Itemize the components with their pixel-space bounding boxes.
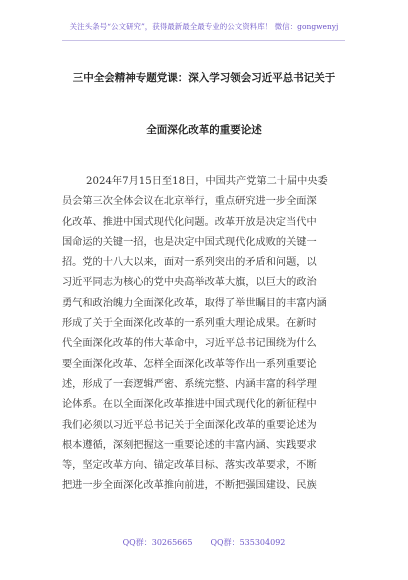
body-line: 代全面深化改革的伟大革命中，习近平总书记围绕为什么 (62, 338, 317, 350)
body-line: 我们必须以习近平总书记关于全面深化改革的重要论述为 (62, 419, 317, 431)
body-line: 等，坚定改革方向、锚定改革目标、落实改革要求，不断 (62, 460, 317, 472)
document-body (62, 172, 346, 497)
header-note: 关注头条号“公文研究”，获得最新最全最专业的公文资料库！ 微信：gongwenyj (69, 22, 339, 31)
body-line: 习近平同志为核心的党中央高举改革大旗，以巨大的政治 (62, 277, 317, 289)
footer-qq-group-2: QQ群：535304092 (210, 538, 286, 547)
header-divider (62, 40, 345, 41)
body-line: 要全面深化改革、怎样全面深化改革等作出一系列重要论 (62, 358, 317, 370)
body-line: 员会第三次全体会议在北京举行，重点研究进一步全面深 (62, 196, 317, 208)
footer-qq-group-1: QQ群：30265665 (122, 538, 193, 547)
body-line: 化改革、推进中国式现代化问题。改革开放是决定当代中 (62, 216, 317, 228)
footer (0, 537, 408, 548)
body-line: 国命运的关键一招，也是决定中国式现代化成败的关键一 (62, 236, 317, 248)
body-line: 形成了关于全面深化改革的一系列重大理论成果。在新时 (62, 318, 317, 330)
body-line: 招。党的十八大以来，面对一系列突出的矛盾和问题，以 (62, 257, 317, 269)
document-title-line-1: 三中全会精神专题党课：深入学习领会习近平总书记关于 (72, 72, 336, 84)
body-line: 根本遵循，深刻把握这一重要论述的丰富内涵、实践要求 (62, 439, 317, 451)
body-line: 2024年7月15日至18日，中国共产党第二十届中央委 (86, 176, 328, 187)
body-line: 勇气和政治魄力全面深化改革，取得了举世瞩目的丰富内涵 (62, 297, 327, 309)
body-line: 论体系。在以全面深化改革推进中国式现代化的新征程中 (62, 399, 317, 411)
document-title-line-2: 全面深化改革的重要论述 (146, 124, 262, 136)
body-line: 把进一步全面深化改革推向前进，不断把强国建设、民族 (62, 480, 317, 492)
body-line: 述，形成了一套逻辑严密、系统完整、内涵丰富的科学理 (62, 378, 317, 390)
